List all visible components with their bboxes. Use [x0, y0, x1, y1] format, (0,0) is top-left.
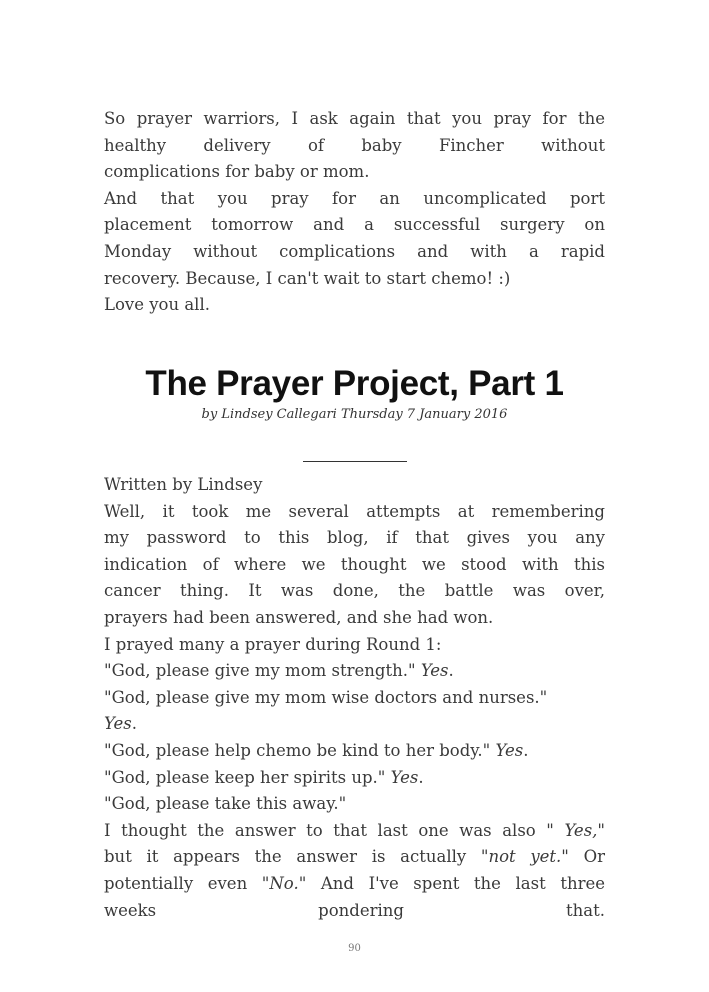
text-line	[104, 292, 605, 319]
text-segment: complications for baby or mom.	[104, 162, 370, 182]
text-line	[104, 239, 605, 266]
italic-text: Yes	[390, 767, 419, 787]
text-segment: .	[448, 661, 454, 681]
text-line	[104, 159, 605, 186]
text-segment: "God, please give my mom wise doctors and nurses."	[104, 687, 548, 707]
italic-text: Yes,"	[564, 820, 605, 840]
text-line	[104, 525, 605, 552]
text-line	[104, 499, 605, 526]
text-segment: indication of where we thought we stood with this	[104, 554, 605, 574]
text-line	[104, 818, 605, 845]
text-segment: Well, it took me several attempts at remembering	[104, 501, 605, 521]
text-segment: Love you all.	[104, 295, 210, 315]
text-segment: healthy delivery of baby Fincher without	[104, 135, 605, 155]
text-line	[104, 212, 605, 239]
text-segment: Monday without complications and with a rapid	[104, 241, 605, 261]
text-line	[104, 765, 605, 792]
text-segment: "God, please take this away."	[104, 794, 347, 814]
text-segment: Or	[568, 847, 605, 867]
paragraph-block-prayer-request	[104, 106, 605, 319]
post-title: The Prayer Project, Part 1	[145, 364, 564, 403]
text-segment: "God, please help chemo be kind to her body."	[104, 740, 496, 760]
italic-text: Yes	[104, 714, 132, 734]
text-line	[104, 552, 605, 579]
text-line	[104, 106, 605, 133]
text-line	[104, 605, 605, 632]
text-line	[104, 578, 605, 605]
post-body	[104, 472, 605, 924]
text-segment: placement tomorrow and a successful surgery on	[104, 215, 605, 235]
text-line	[104, 711, 605, 738]
italic-text: Yes	[420, 661, 449, 681]
text-line	[104, 871, 605, 898]
text-segment: .	[523, 740, 529, 760]
text-segment: my password to this blog, if that gives you any	[104, 528, 605, 548]
text-segment: And I've spent the last three	[306, 873, 605, 893]
text-line	[104, 472, 605, 499]
text-segment: So prayer warriors, I ask again that you pray for the	[104, 109, 605, 128]
page-number: 90	[348, 943, 361, 954]
text-segment: weeks pondering that.	[104, 900, 605, 920]
separator-rule	[303, 461, 407, 462]
text-segment: but it appears the answer is actually	[104, 847, 481, 867]
text-segment: prayers had been answered, and she had won.	[104, 607, 494, 627]
text-segment: recovery. Because, I can't wait to start chemo! :)	[104, 268, 511, 288]
text-line	[104, 266, 605, 293]
text-segment: .	[418, 767, 424, 787]
text-line	[104, 186, 605, 213]
text-segment: I thought the answer to that last one was also "	[104, 820, 565, 840]
text-line	[104, 632, 605, 659]
text-segment: cancer thing. It was done, the battle was over,	[104, 581, 605, 601]
text-line	[104, 133, 605, 160]
text-line	[104, 658, 605, 685]
text-line	[104, 738, 605, 765]
text-line	[104, 685, 605, 712]
text-line	[104, 898, 605, 925]
text-segment: I prayed many a prayer during Round 1:	[104, 634, 442, 654]
italic-text: "not yet."	[480, 847, 569, 867]
text-segment: potentially even	[104, 873, 262, 893]
text-segment: .	[131, 714, 137, 734]
post-byline: by Lindsey Callegari Thursday 7 January 2016	[201, 407, 508, 422]
text-segment: And that you pray for an uncomplicated port	[104, 188, 605, 208]
text-segment: "God, please give my mom strength."	[104, 661, 421, 681]
text-line	[104, 791, 605, 818]
text-segment: Written by Lindsey	[104, 475, 263, 494]
text-line	[104, 844, 605, 871]
italic-text: "No."	[261, 873, 307, 893]
text-segment: "God, please keep her spirits up."	[104, 767, 391, 787]
italic-text: Yes	[495, 740, 524, 760]
